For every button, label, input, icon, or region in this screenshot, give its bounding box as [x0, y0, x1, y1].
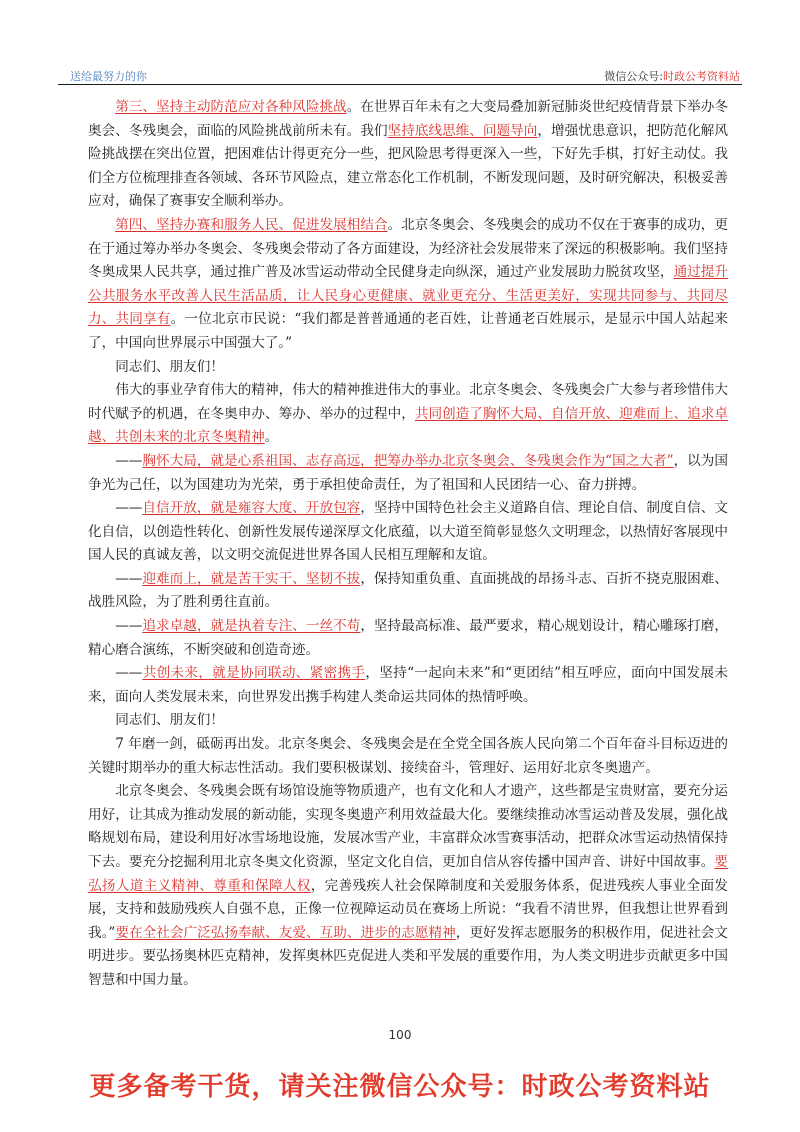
text-run: ，坚持最高标准、最严要求，精心规划设计，精心雕琢打磨，精心磨合演练，不断突破和创造奇迹。	[88, 618, 729, 658]
paragraph	[88, 568, 728, 615]
highlighted-phrase: 要弘扬人道主义精神、尊重和保障人权	[88, 854, 728, 894]
text-run: ，坚持中国特色社会主义道路自信、理论自信、制度自信、文化自信，以创造性转化、创新性发展传递深厚文化底蕴，以大道至简彰显悠久文明理念，以热情好客展现中国人民的真诚友善，以文明交流促进世界各国人民相互理解和友谊。	[88, 500, 729, 564]
page-number: 100	[388, 1028, 412, 1042]
text-run: 7 年磨一剑，砥砺再出发。北京冬奥会、冬残奥会是在全党全国各族人民向第二个百年奋斗目标迈进的关键时期举办的重大标志性活动。我们要积极谋划、接续奋斗，管理好、运用好北京冬奥遗产。	[88, 736, 728, 776]
highlighted-phrase: 共创未来，就是协同联动、紧密携手	[142, 665, 366, 682]
text-run: 同志们、朋友们！	[115, 358, 224, 375]
paragraph	[88, 709, 728, 733]
paragraph	[88, 356, 728, 380]
highlighted-phrase: 要在全社会广泛弘扬奉献、友爱、互助、进步的志愿精神	[115, 924, 456, 941]
highlighted-phrase: 坚持底线思维、问题导向	[387, 122, 538, 139]
text-run: 同志们、朋友们！	[115, 712, 224, 729]
header-wechat	[604, 68, 740, 84]
paragraph	[88, 379, 728, 450]
highlighted-phrase: 通过提升公共服务水平改善人民生活品质，让人民身心更健康、就业更充分、生活更美好，实现共同参与、共同尽力、共同享有	[88, 264, 729, 328]
text-run: ，更好发挥志愿服务的积极作用，促进社会文明进步。要弘扬奥林匹克精神，发挥奥林匹克促进人类和平发展的重要作用，为人类文明进步贡献更多中国智慧和中国力量。	[88, 924, 729, 988]
text-run: ，增强忧患意识，把防范化解风险挑战摆在突出位置，把困难估计得更充分一些，把风险思考得更深入一些，下好先手棋，打好主动仗。我们全方位梳理排查各领域、各环节风险点，建立常态化工作机制，不断发现问题，及时研究解决，积极妥善应对，确保了赛事安全顺利举办。	[88, 122, 729, 210]
text-run: ——	[115, 570, 143, 587]
text-run: 。北京冬奥会、冬残奥会的成功不仅在于赛事的成功，更在于通过筹办举办冬奥会、冬残奥会带动了各方面建设，为经济社会发展带来了深远的积极影响。我们坚持冬奥成果人民共享，通过推广普及冰雪运动带动全民健身走向纵深，通过产业发展助力脱贫攻坚，	[88, 216, 729, 281]
paragraph	[88, 96, 728, 214]
header-slogan: 送给最努力的你	[70, 70, 147, 83]
paragraph	[88, 662, 728, 709]
highlighted-phrase: 追求卓越，就是执着专注、一丝不苟	[142, 618, 361, 635]
text-run: ——	[115, 500, 143, 517]
text-run: ——	[115, 665, 143, 682]
footer-promo: 更多备考干货，请关注微信公众号：时政公考资料站	[89, 1072, 711, 1102]
text-run: 。	[264, 429, 279, 446]
highlighted-phrase: 自信开放，就是雍容大度、开放包容	[142, 500, 361, 517]
highlighted-phrase: 第三、坚持主动防范应对各种风险挑战	[115, 99, 347, 115]
text-run: ，保持知重负重、直面挑战的昂扬斗志、百折不挠克服困难、战胜风险，为了胜利勇往直前。	[88, 570, 729, 611]
text-run: 伟大的事业孕育伟大的精神，伟大的精神推进伟大的事业。北京冬奥会、冬残奥会广大参与者珍惜伟大时代赋予的机遇，在冬奥申办、筹办、举办的过程中，	[88, 382, 728, 422]
header-wechat-account: 时政公考资料站	[663, 70, 740, 83]
text-run: 。在世界百年未有之大变局叠加新冠肺炎世纪疫情背景下举办冬奥会、冬残奥会，面临的风险挑战前所未有。我们	[88, 99, 728, 139]
text-run: 北京冬奥会、冬残奥会既有场馆设施等物质遗产，也有文化和人才遗产，这些都是宝贵财富，要充分运用好，让其成为推动发展的新动能，实现冬奥遗产利用效益最大化。要继续推动冰雪运动普及发展，强化战略规划布局，建设利用好冰雪场地设施，发展冰雪产业，丰富群众冰雪赛事活动，把群众冰雪运动热情保持下去。要充分挖掘利用北京冬奥文化资源，坚定文化自信，更加自信从容传播中国声音、讲好中国故事。	[88, 783, 728, 870]
paragraph	[88, 780, 728, 992]
page-header	[58, 66, 742, 85]
text-run: 。一位北京市民说：“我们都是普普通通的老百姓，让普通老百姓展示，是显示中国人站起来了，中国向世界展示中国强大了。”	[88, 311, 729, 351]
paragraph	[88, 450, 728, 497]
text-run: ，坚持“一起向未来”和“更团结”相互呼应，面向中国发展未来，面向人类发展未来，向世界发出携手构建人类命运共同体的热情呼唤。	[88, 665, 729, 705]
header-wechat-prefix: 微信公众号:	[604, 70, 663, 83]
document-body	[88, 96, 728, 993]
text-run: ，完善残疾人社会保障制度和关爱服务体系，促进残疾人事业全面发展，支持和鼓励残疾人自强不息，正像一位视障运动员在赛场上所说：“我看不清世界，但我想让世界看到我。”	[88, 877, 729, 941]
highlighted-phrase: 共同创造了胸怀大局、自信开放、迎难而上、追求卓越、共创未来的北京冬奥精神	[88, 405, 729, 446]
text-run: ，以为国争光为己任，以为国建功为光荣，勇于承担使命责任，为了祖国和人民团结一心、奋力拼搏。	[88, 452, 728, 493]
text-run: ——	[115, 618, 143, 635]
highlighted-phrase: 胸怀大局，就是心系祖国、志存高远，把筹办举办北京冬奥会、冬残奥会作为“国之大者”	[142, 452, 674, 469]
paragraph	[88, 733, 728, 780]
paragraph	[88, 214, 728, 356]
paragraph	[88, 497, 728, 568]
text-run: ——	[115, 452, 143, 469]
highlighted-phrase: 第四、坚持办赛和服务人民、促进发展相结合	[115, 216, 388, 233]
paragraph	[88, 615, 728, 662]
highlighted-phrase: 迎难而上，就是苦干实干、坚韧不拔	[142, 570, 361, 587]
